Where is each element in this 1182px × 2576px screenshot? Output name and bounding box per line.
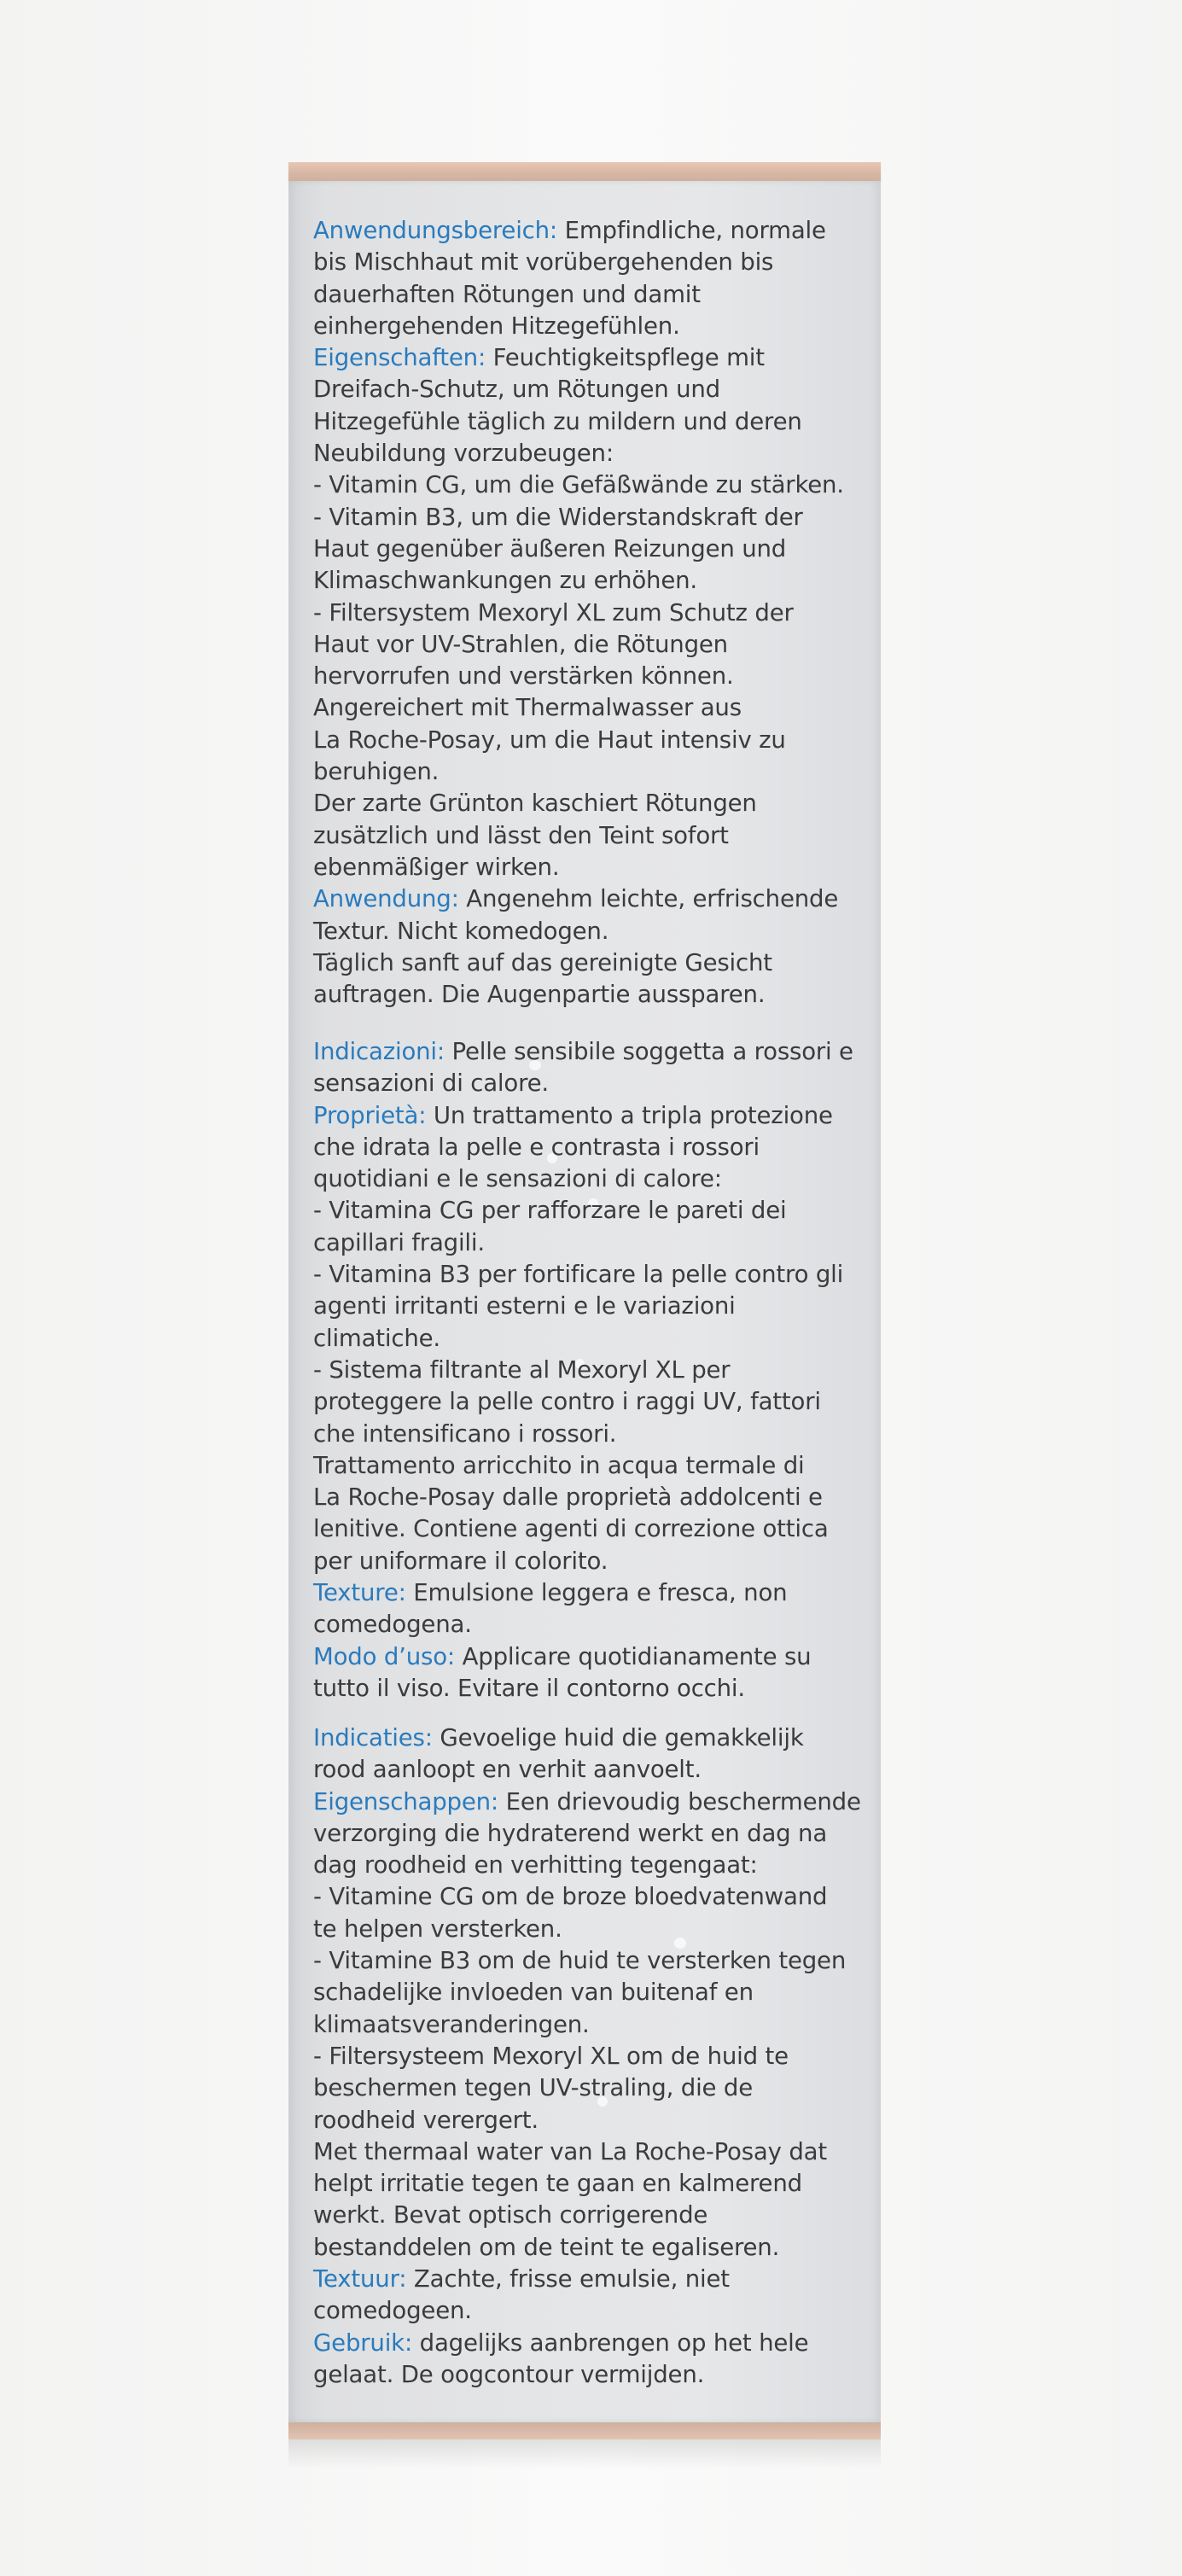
text-line bbox=[313, 1641, 876, 1672]
line-text: beruhigen. bbox=[313, 757, 440, 786]
line-text: agenti irritanti esterni e le variazioni bbox=[313, 1291, 736, 1320]
section-label: Proprietà: bbox=[313, 1100, 427, 1129]
line-text: ebenmäßiger wirken. bbox=[313, 852, 560, 881]
line-text: rood aanloopt en verhit aanvoelt. bbox=[313, 1755, 702, 1784]
section-label: Modo d’uso: bbox=[313, 1641, 455, 1670]
text-line bbox=[313, 1385, 876, 1417]
text-line bbox=[313, 1512, 876, 1544]
text-line bbox=[313, 851, 876, 883]
line-text: bis Mischhaut mit vorübergehenden bis bbox=[313, 248, 774, 277]
line-text: dauerhaften Rötungen und damit bbox=[313, 279, 701, 308]
text-line bbox=[313, 2167, 876, 2199]
text-line bbox=[313, 1418, 876, 1449]
line-text: Gevoelige huid die gemakkelijk bbox=[432, 1723, 804, 1751]
text-line bbox=[313, 1035, 876, 1067]
italian-section bbox=[313, 1035, 876, 1704]
text-line bbox=[313, 1849, 876, 1880]
text-line bbox=[313, 1194, 876, 1226]
text-line bbox=[313, 310, 876, 341]
section-label: Gebruik: bbox=[313, 2328, 413, 2357]
line-text: La Roche-Posay dalle proprietà addolcenti e bbox=[313, 1483, 823, 1512]
line-text: Textur. Nicht komedogen. bbox=[313, 916, 609, 945]
box-top-edge bbox=[288, 162, 881, 181]
text-line bbox=[313, 2263, 876, 2294]
line-text: proteggere la pelle contro i raggi UV, fattori bbox=[313, 1387, 821, 1416]
text-line bbox=[313, 2072, 876, 2103]
text-line bbox=[313, 1131, 876, 1163]
line-text: dag roodheid en verhitting tegengaat: bbox=[313, 1850, 758, 1880]
text-line bbox=[313, 660, 876, 691]
section-label: Eigenschaften: bbox=[313, 343, 486, 372]
line-text: - Vitamin B3, um die Widerstandskraft der bbox=[313, 502, 803, 531]
text-line bbox=[313, 1099, 876, 1131]
text-line bbox=[313, 373, 876, 405]
text-line bbox=[313, 246, 876, 277]
line-text: Angereichert mit Thermalwasser aus bbox=[313, 693, 742, 722]
line-text: - Filtersysteem Mexoryl XL om de huid te bbox=[313, 2041, 789, 2070]
line-text: Applicare quotidianamente su bbox=[455, 1641, 812, 1670]
section-label: Textuur: bbox=[313, 2264, 407, 2293]
text-line bbox=[313, 1576, 876, 1608]
text-line bbox=[313, 2104, 876, 2136]
text-line bbox=[313, 883, 876, 914]
line-text: Angenehm leichte, erfrischende bbox=[458, 884, 839, 913]
line-text: Dreifach-Schutz, um Rötungen und bbox=[313, 375, 720, 404]
line-text: - Vitamin CG, um die Gefäßwände zu stärken. bbox=[313, 470, 844, 499]
text-line bbox=[313, 341, 876, 373]
section-label: Indicazioni: bbox=[313, 1037, 445, 1065]
text-line bbox=[313, 1067, 876, 1099]
text-line bbox=[313, 691, 876, 723]
line-text: lenitive. Contiene agenti di correzione ottica bbox=[313, 1514, 829, 1543]
line-text: werkt. Bevat optisch corrigerende bbox=[313, 2200, 708, 2229]
line-text: beschermen tegen UV-straling, die de bbox=[313, 2073, 753, 2102]
text-line bbox=[313, 1944, 876, 1976]
text-line bbox=[313, 2008, 876, 2040]
text-line bbox=[313, 564, 876, 596]
line-text: gelaat. De oogcontour vermijden. bbox=[313, 2359, 705, 2388]
text-line bbox=[313, 2231, 876, 2263]
line-text: Haut gegenüber äußeren Reizungen und bbox=[313, 533, 787, 562]
line-text: Empfindliche, normale bbox=[557, 216, 826, 244]
line-text: bestanddelen om de teint te egaliseren. bbox=[313, 2232, 780, 2261]
text-line bbox=[313, 1545, 876, 1576]
line-text: Neubildung vorzubeugen: bbox=[313, 439, 614, 468]
line-text: Feuchtigkeitspflege mit bbox=[486, 343, 765, 372]
line-text: tutto il viso. Evitare il contorno occhi. bbox=[313, 1673, 745, 1702]
text-line bbox=[313, 1322, 876, 1354]
text-line bbox=[313, 1786, 876, 1817]
section-label: Anwendung: bbox=[313, 884, 459, 913]
line-text: - Vitamine CG om de broze bloedvatenwand bbox=[313, 1882, 828, 1911]
text-line bbox=[313, 1449, 876, 1481]
line-text: einhergehenden Hitzegefühlen. bbox=[313, 311, 680, 340]
text-line bbox=[313, 2294, 876, 2326]
text-line bbox=[313, 755, 876, 787]
line-text: dagelijks aanbrengen op het hele bbox=[412, 2328, 809, 2357]
line-text: Emulsione leggera e fresca, non bbox=[405, 1578, 788, 1607]
text-line bbox=[313, 1258, 876, 1290]
line-text: Hitzegefühle täglich zu mildern und deren bbox=[313, 406, 802, 435]
line-text: hervorrufen und verstärken können. bbox=[313, 661, 734, 691]
text-line bbox=[313, 915, 876, 947]
line-text: che idrata la pelle e contrasta i rossori bbox=[313, 1132, 760, 1161]
text-line bbox=[313, 405, 876, 437]
line-text: te helpen versterken. bbox=[313, 1914, 562, 1943]
line-text: Der zarte Grünton kaschiert Rötungen bbox=[313, 789, 757, 818]
line-text: Klimaschwankungen zu erhöhen. bbox=[313, 566, 697, 595]
line-text: - Vitamina CG per rafforzare le pareti dei bbox=[313, 1196, 787, 1225]
line-text: Zachte, frisse emulsie, niet bbox=[406, 2264, 730, 2293]
line-text: Een drievoudig beschermende bbox=[498, 1786, 861, 1815]
line-text: Pelle sensibile soggetta a rossori e bbox=[444, 1037, 853, 1065]
text-line bbox=[313, 1608, 876, 1640]
text-line bbox=[313, 533, 876, 564]
text-line bbox=[313, 1163, 876, 1194]
section-label: Texture: bbox=[313, 1578, 406, 1607]
line-text: verzorging die hydraterend werkt en dag na bbox=[313, 1818, 828, 1847]
line-text: Un trattamento a tripla protezione bbox=[426, 1100, 833, 1129]
box-bottom-edge bbox=[288, 2422, 881, 2439]
line-text: helpt irritatie tegen te gaan en kalmerend bbox=[313, 2169, 802, 2198]
line-text: Täglich sanft auf das gereinigte Gesicht bbox=[313, 947, 772, 976]
german-section bbox=[313, 214, 876, 1010]
text-line bbox=[313, 1880, 876, 1912]
text-line bbox=[313, 787, 876, 819]
line-text: - Filtersystem Mexoryl XL zum Schutz der bbox=[313, 597, 794, 627]
box-shadow bbox=[288, 2439, 881, 2468]
text-line bbox=[313, 1290, 876, 1321]
text-line bbox=[313, 1753, 876, 1785]
line-text: - Sistema filtrante al Mexoryl XL per bbox=[313, 1355, 731, 1384]
text-line bbox=[313, 597, 876, 628]
text-line bbox=[313, 819, 876, 851]
text-line bbox=[313, 2327, 876, 2358]
line-text: per uniformare il colorito. bbox=[313, 1546, 608, 1575]
text-line bbox=[313, 278, 876, 310]
text-line bbox=[313, 469, 876, 500]
text-line bbox=[313, 1227, 876, 1258]
text-line bbox=[313, 1817, 876, 1849]
text-line bbox=[313, 1354, 876, 1385]
text-line bbox=[313, 1672, 876, 1704]
line-text: - Vitamina B3 per fortificare la pelle contro gli bbox=[313, 1260, 844, 1289]
text-line bbox=[313, 437, 876, 469]
text-line bbox=[313, 1722, 876, 1753]
line-text: comedogeen. bbox=[313, 2296, 472, 2325]
section-label: Eigenschappen: bbox=[313, 1786, 499, 1815]
dutch-section bbox=[313, 1722, 876, 2390]
line-text: sensazioni di calore. bbox=[313, 1069, 549, 1098]
line-text: roodheid verergert. bbox=[313, 2105, 539, 2134]
line-text: Trattamento arricchito in acqua termale di bbox=[313, 1450, 805, 1479]
text-line bbox=[313, 1976, 876, 2008]
text-line bbox=[313, 1481, 876, 1512]
text-line bbox=[313, 947, 876, 978]
section-label: Indicaties: bbox=[313, 1723, 433, 1751]
line-text: klimaatsveranderingen. bbox=[313, 2009, 590, 2038]
line-text: capillari fragili. bbox=[313, 1227, 485, 1256]
text-line bbox=[313, 2358, 876, 2390]
line-text: Met thermaal water van La Roche-Posay dat bbox=[313, 2136, 827, 2165]
text-line bbox=[313, 2199, 876, 2230]
text-line bbox=[313, 978, 876, 1010]
line-text: auftragen. Die Augenpartie aussparen. bbox=[313, 980, 766, 1009]
line-text: zusätzlich und lässt den Teint sofort bbox=[313, 820, 729, 849]
line-text: schadelijke invloeden van buitenaf en bbox=[313, 1978, 754, 2007]
line-text: comedogena. bbox=[313, 1610, 472, 1639]
line-text: quotidiani e le sensazioni di calore: bbox=[313, 1164, 722, 1193]
text-line bbox=[313, 501, 876, 533]
text-line bbox=[313, 628, 876, 660]
text-line bbox=[313, 214, 876, 246]
text-line bbox=[313, 724, 876, 755]
line-text: che intensificano i rossori. bbox=[313, 1419, 617, 1448]
line-text: climatiche. bbox=[313, 1323, 440, 1352]
text-line bbox=[313, 2136, 876, 2167]
text-line bbox=[313, 2040, 876, 2072]
section-label: Anwendungsbereich: bbox=[313, 216, 558, 244]
text-line bbox=[313, 1913, 876, 1944]
line-text: Haut vor UV-Strahlen, die Rötungen bbox=[313, 629, 728, 658]
line-text: - Vitamine B3 om de huid te versterken tegen bbox=[313, 1946, 847, 1975]
line-text: La Roche-Posay, um die Haut intensiv zu bbox=[313, 725, 786, 754]
